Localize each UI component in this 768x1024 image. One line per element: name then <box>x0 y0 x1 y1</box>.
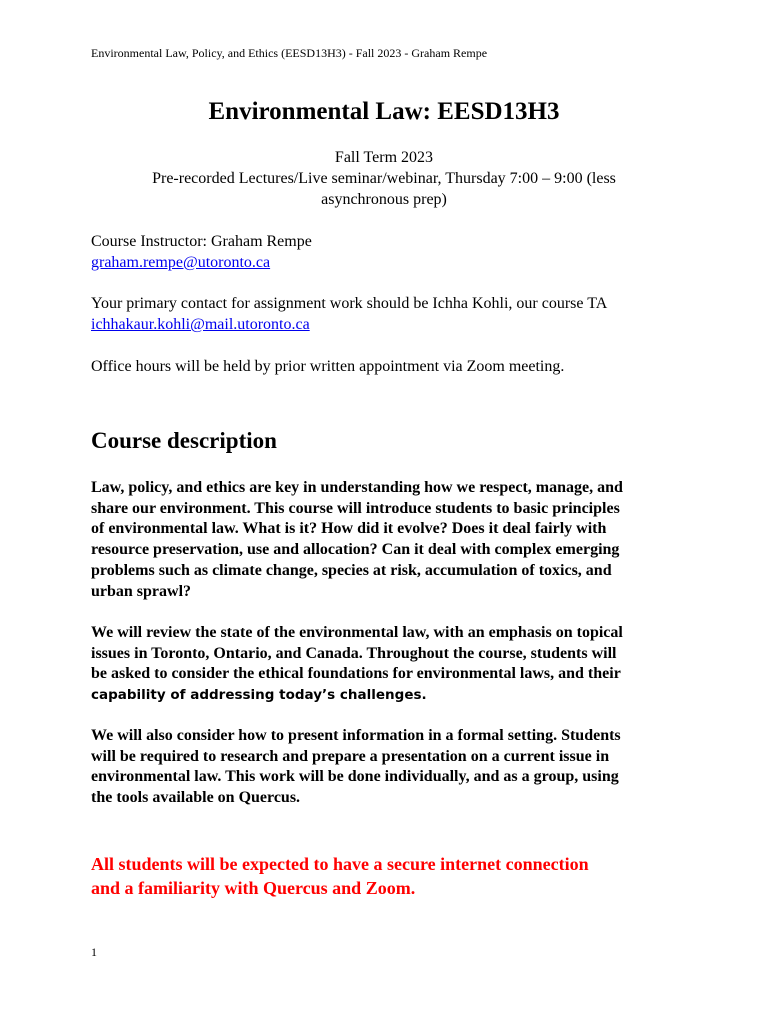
ta-email-link[interactable]: ichhakaur.kohli@mail.utoronto.ca <box>91 316 310 333</box>
office-hours-text: Office hours will be held by prior written appointment via Zoom meeting. <box>91 358 565 375</box>
schedule-line-2: asynchronous prep) <box>321 191 447 208</box>
para2-line: capability of addressing today’s challenges. <box>91 687 427 704</box>
description-paragraph-1 <box>91 478 691 602</box>
term-label: Fall Term 2023 <box>334 149 434 166</box>
para1-line: share our environment. This course will introduce students to basic principles <box>91 499 620 517</box>
description-paragraph-3 <box>91 726 691 809</box>
instructor-email-link[interactable]: graham.rempe@utoronto.ca <box>91 254 271 271</box>
para3-line: environmental law. This work will be done individually, and as a group, using <box>91 768 619 786</box>
instructor-block <box>91 231 691 273</box>
para3-line: will be required to research and prepare a presentation on a current issue in <box>91 747 610 765</box>
para2-line: be asked to consider the ethical foundations for environmental laws, and their <box>91 665 621 683</box>
course-description-heading: Course description <box>91 428 277 453</box>
running-header: Environmental Law, Policy, and Ethics (EESD13H3) - Fall 2023 - Graham Rempe <box>91 46 488 60</box>
para3-line: the tools available on Quercus. <box>91 789 301 807</box>
document-title: Environmental Law: EESD13H3 <box>208 98 560 125</box>
para1-line: problems such as climate change, species at risk, accumulation of toxics, and <box>91 561 612 579</box>
internet-requirement-notice <box>91 852 691 900</box>
notice-line-2: and a familiarity with Quercus and Zoom. <box>91 878 416 898</box>
para1-line: resource preservation, use and allocation? Can it deal with complex emerging <box>91 541 620 559</box>
ta-block <box>91 293 691 335</box>
description-paragraph-2 <box>91 623 691 706</box>
ta-text: Your primary contact for assignment work should be Ichha Kohli, our course TA <box>91 295 608 312</box>
para3-line: We will also consider how to present information in a formal setting. Students <box>91 727 621 744</box>
instructor-label: Course Instructor: Graham Rempe <box>91 233 312 250</box>
page-number: 1 <box>91 945 97 959</box>
notice-line-1: All students will be expected to have a secure internet connection <box>91 854 589 874</box>
para1-line: urban sprawl? <box>91 582 192 600</box>
schedule-line-1: Pre-recorded Lectures/Live seminar/webinar, Thursday 7:00 – 9:00 (less <box>152 170 616 187</box>
para1-line: Law, policy, and ethics are key in understanding how we respect, manage, and <box>91 479 623 496</box>
para2-line: issues in Toronto, Ontario, and Canada. Throughout the course, students will <box>91 644 617 662</box>
term-info <box>100 147 668 210</box>
para1-line: of environmental law. What is it? How did it evolve? Does it deal fairly with <box>91 520 607 538</box>
para2-line: We will review the state of the environmental law, with an emphasis on topical <box>91 624 623 641</box>
